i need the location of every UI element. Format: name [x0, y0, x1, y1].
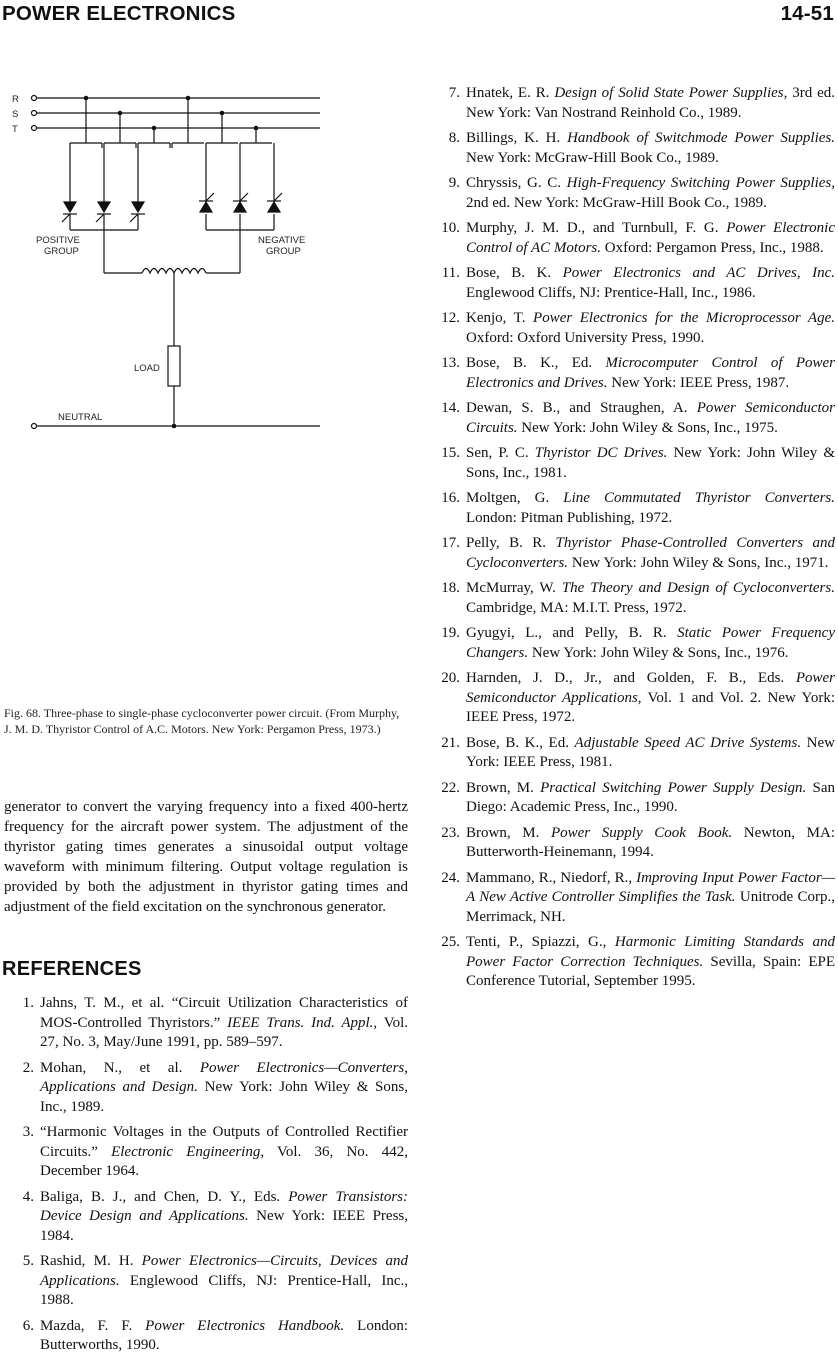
reference-number: 6.	[22, 1317, 34, 1334]
reference-number: 3.	[22, 1124, 34, 1140]
reference-authors: Mohan, N., et al.	[40, 1059, 200, 1076]
reference-title: IEEE Trans. Ind. Appl.,	[227, 1014, 378, 1031]
reference-authors: Bose, B. K.	[466, 265, 563, 281]
reference-publisher: Vol. 27, No. 3, May/June 1991, pp. 589–597.	[40, 1014, 409, 1050]
reference-publisher: London: Pitman Publishing, 1972.	[466, 509, 673, 526]
reference-publisher: New York: John Wiley & Sons, Inc., 1976.	[528, 644, 789, 661]
page-number: 14-51	[780, 2, 834, 25]
positive-group-label-2: GROUP	[44, 246, 79, 257]
reference-authors: Jahns, T. M., et al. “Circuit Utilization Characteristics of MOS-Controlled Thyristors.”	[40, 995, 408, 1031]
reference-authors: Mazda, F. F.	[40, 1317, 146, 1334]
negative-group-label-2: GROUP	[266, 246, 301, 257]
reference-authors: Tenti, P., Spiazzi, G.,	[466, 934, 615, 950]
reference-number: 12.	[441, 310, 460, 326]
reference-item	[430, 219, 835, 258]
reference-item	[430, 933, 835, 992]
reference-item	[430, 174, 835, 213]
reference-item	[430, 489, 835, 528]
reference-publisher: New York: John Wiley & Sons, Inc., 1975.	[517, 419, 778, 436]
reference-title: Electronic Engineering,	[111, 1143, 265, 1160]
reference-item	[430, 84, 835, 123]
reference-authors: Moltgen, G.	[466, 490, 564, 506]
reference-publisher: New York: John Wiley & Sons, Inc., 1971.	[568, 554, 829, 571]
reference-title: Thyristor DC Drives.	[534, 445, 668, 461]
reference-title: The Theory and Design of Cycloconverters.	[561, 580, 835, 596]
phase-t-label: T	[12, 124, 18, 135]
reference-title: Power Semiconductor Applications,	[466, 670, 835, 706]
reference-number: 1.	[22, 995, 34, 1011]
reference-item	[430, 579, 835, 618]
reference-authors: Chryssis, G. C.	[466, 175, 567, 191]
reference-item	[4, 1059, 408, 1118]
reference-publisher: Sevilla, Spain: EPE Conference Tutorial, September 1995.	[466, 953, 835, 989]
reference-title: Practical Switching Power Supply Design.	[540, 779, 807, 796]
reference-authors: Bose, B. K., Ed.	[466, 734, 575, 751]
reference-publisher: Vol. 36, No. 442, December 1964.	[40, 1143, 408, 1179]
reference-number: 16.	[441, 490, 460, 506]
reference-authors: Baliga, B. J., and Chen, D. Y., Eds.	[40, 1188, 289, 1205]
reference-authors: Murphy, J. M. D., and Turnbull, F. G.	[466, 220, 727, 236]
phase-r-label: R	[12, 94, 19, 105]
reference-title: Power Electronics—Converters, Applications and Design.	[40, 1059, 408, 1095]
reference-publisher: Englewood Cliffs, NJ: Prentice-Hall, Inc., 1986.	[466, 284, 756, 301]
reference-authors: Harnden, J. D., Jr., and Golden, F. B., Eds.	[466, 670, 796, 686]
reference-publisher: New York: IEEE Press, 1987.	[607, 374, 790, 391]
reference-publisher: 3rd ed. New York: Van Nostrand Reinhold Co., 1989.	[466, 85, 836, 121]
reference-number: 25.	[441, 934, 460, 950]
reference-authors: Pelly, B. R.	[466, 535, 556, 551]
reference-authors: “Harmonic Voltages in the Outputs of Controlled Rectifier Circuits.”	[40, 1124, 408, 1160]
neutral-label: NEUTRAL	[58, 412, 103, 423]
reference-title: Improving Input Power Factor—A New Active Controller Simplifies the Task.	[466, 869, 835, 905]
reference-publisher: San Diego: Academic Press, Inc., 1990.	[466, 779, 836, 815]
reference-title: Power Transistors: Device Design and Applications.	[40, 1188, 408, 1224]
reference-number: 11.	[441, 265, 460, 281]
reference-title: Handbook of Switchmode Power Supplies.	[567, 130, 835, 146]
reference-number: 4.	[22, 1188, 34, 1205]
reference-publisher: 2nd ed. New York: McGraw-Hill Book Co., 1989.	[466, 194, 767, 211]
reference-item	[430, 399, 835, 438]
reference-publisher: Englewood Cliffs, NJ: Prentice-Hall, Inc., 1988.	[40, 1272, 408, 1308]
reference-item	[430, 779, 835, 818]
reference-number: 24.	[441, 869, 460, 886]
reference-authors: McMurray, W.	[466, 580, 562, 596]
reference-publisher: New York: McGraw-Hill Book Co., 1989.	[466, 149, 719, 166]
reference-item	[430, 824, 835, 863]
reference-number: 2.	[22, 1059, 34, 1076]
running-header-title: POWER ELECTRONICS	[2, 2, 236, 25]
reference-publisher: New York: John Wiley & Sons, Inc., 1981.	[466, 445, 835, 481]
reference-number: 8.	[448, 130, 460, 146]
reference-item	[4, 1188, 408, 1247]
reference-title: Microcomputer Control of Power Electronics and Drives.	[466, 355, 835, 391]
reference-title: Power Electronics for the Microprocessor Age.	[533, 310, 836, 326]
body-paragraph: generator to convert the varying frequency into a fixed 400-hertz frequency for the aircraft power system. The adjustment of the thyristor gating times generates a sinusoidal output voltage waveform with minimum filtering. Output voltage regulation is provided by both the adjustment in thyristor gating times and adjustment of the field excitation on the synchronous generator.	[4, 799, 408, 915]
reference-title: Power Electronics Handbook.	[145, 1317, 345, 1334]
reference-title: High-Frequency Switching Power Supplies,	[566, 175, 835, 191]
reference-title: Power Electronic Control of AC Motors.	[466, 220, 835, 256]
reference-publisher: London: Butterworths, 1990.	[40, 1317, 408, 1353]
reference-number: 22.	[441, 779, 460, 796]
reference-item	[430, 669, 835, 728]
reference-title: Adjustable Speed AC Drive Systems.	[574, 734, 802, 751]
reference-title: Line Commutated Thyristor Converters.	[563, 490, 835, 506]
reference-authors: Brown, M.	[466, 779, 541, 796]
reference-number: 17.	[441, 535, 460, 551]
reference-item	[430, 264, 835, 303]
reference-authors: Brown, M.	[466, 824, 551, 841]
reference-number: 10.	[441, 220, 460, 236]
reference-number: 14.	[441, 400, 460, 416]
reference-number: 13.	[441, 355, 460, 371]
reference-title: Static Power Frequency Changers.	[466, 625, 835, 661]
cycloconverter-figure	[12, 88, 338, 696]
reference-publisher: New York: IEEE Press, 1981.	[466, 734, 836, 770]
positive-group-label-1: POSITIVE	[36, 235, 80, 246]
references-heading: REFERENCES	[2, 958, 142, 980]
reference-number: 9.	[448, 175, 460, 191]
reference-item	[4, 1123, 408, 1182]
reference-item	[4, 1252, 408, 1311]
reference-number: 7.	[448, 85, 460, 101]
reference-publisher: Oxford: Oxford University Press, 1990.	[466, 329, 705, 346]
reference-authors: Billings, K. H.	[466, 130, 568, 146]
reference-authors: Dewan, S. B., and Straughen, A.	[466, 400, 697, 416]
reference-publisher: Newton, MA: Butterworth-Heinemann, 1994.	[466, 824, 835, 860]
reference-item	[430, 734, 835, 773]
reference-publisher: Vol. 1 and Vol. 2. New York: IEEE Press, 1972.	[466, 689, 835, 725]
reference-authors: Bose, B. K., Ed.	[466, 355, 606, 371]
reference-item	[430, 624, 835, 663]
reference-title: Power Semiconductor Circuits.	[466, 400, 836, 436]
reference-publisher: Oxford: Pergamon Press, Inc., 1988.	[601, 239, 824, 256]
reference-item	[430, 444, 835, 483]
reference-number: 15.	[441, 445, 460, 461]
negative-group-label-1: NEGATIVE	[258, 235, 306, 246]
reference-title: Power Supply Cook Book.	[550, 824, 733, 841]
reference-title: Design of Solid State Power Supplies,	[554, 85, 788, 101]
reference-number: 18.	[441, 580, 460, 596]
reference-title: Harmonic Limiting Standards and Power Factor Correction Techniques.	[466, 934, 835, 970]
reference-publisher: Cambridge, MA: M.I.T. Press, 1972.	[466, 599, 687, 616]
reference-publisher: New York: IEEE Press, 1984.	[40, 1208, 408, 1244]
reference-number: 20.	[441, 670, 460, 686]
reference-publisher: New York: John Wiley & Sons, Inc., 1989.	[40, 1079, 408, 1115]
references-list-left	[4, 994, 408, 1362]
reference-item	[430, 869, 835, 928]
reference-item	[4, 994, 408, 1053]
reference-title: Power Electronics and AC Drives, Inc.	[562, 265, 835, 281]
reference-item	[430, 309, 835, 348]
references-list-right	[430, 84, 835, 998]
reference-item	[430, 534, 835, 573]
reference-title: Thyristor Phase-Controlled Converters and Cycloconverters.	[466, 535, 836, 571]
reference-item	[4, 1317, 408, 1356]
load-label: LOAD	[134, 363, 160, 374]
reference-item	[430, 354, 835, 393]
phase-s-label: S	[12, 109, 19, 120]
reference-authors: Hnatek, E. R.	[466, 85, 555, 101]
reference-number: 19.	[441, 625, 460, 641]
reference-title: Power Electronics—Circuits, Devices and Applications.	[40, 1253, 409, 1289]
reference-authors: Rashid, M. H.	[40, 1253, 142, 1269]
reference-number: 21.	[441, 734, 460, 751]
figure-caption: Fig. 68. Three-phase to single-phase cycloconverter power circuit. (From Murphy, J. M. D. Thyristor Control of A.C. Motors. New York: Pergamon Press, 1973.)	[4, 706, 400, 736]
reference-number: 5.	[22, 1253, 34, 1269]
reference-authors: Mammano, R., Niedorf, R.,	[466, 869, 637, 886]
reference-authors: Gyugyi, L., and Pelly, B. R.	[466, 625, 678, 641]
reference-publisher: Unitrode Corp., Merrimack, NH.	[466, 889, 835, 925]
reference-number: 23.	[441, 824, 460, 841]
reference-authors: Sen, P. C.	[466, 445, 535, 461]
reference-item	[430, 129, 835, 168]
reference-authors: Kenjo, T.	[466, 310, 534, 326]
